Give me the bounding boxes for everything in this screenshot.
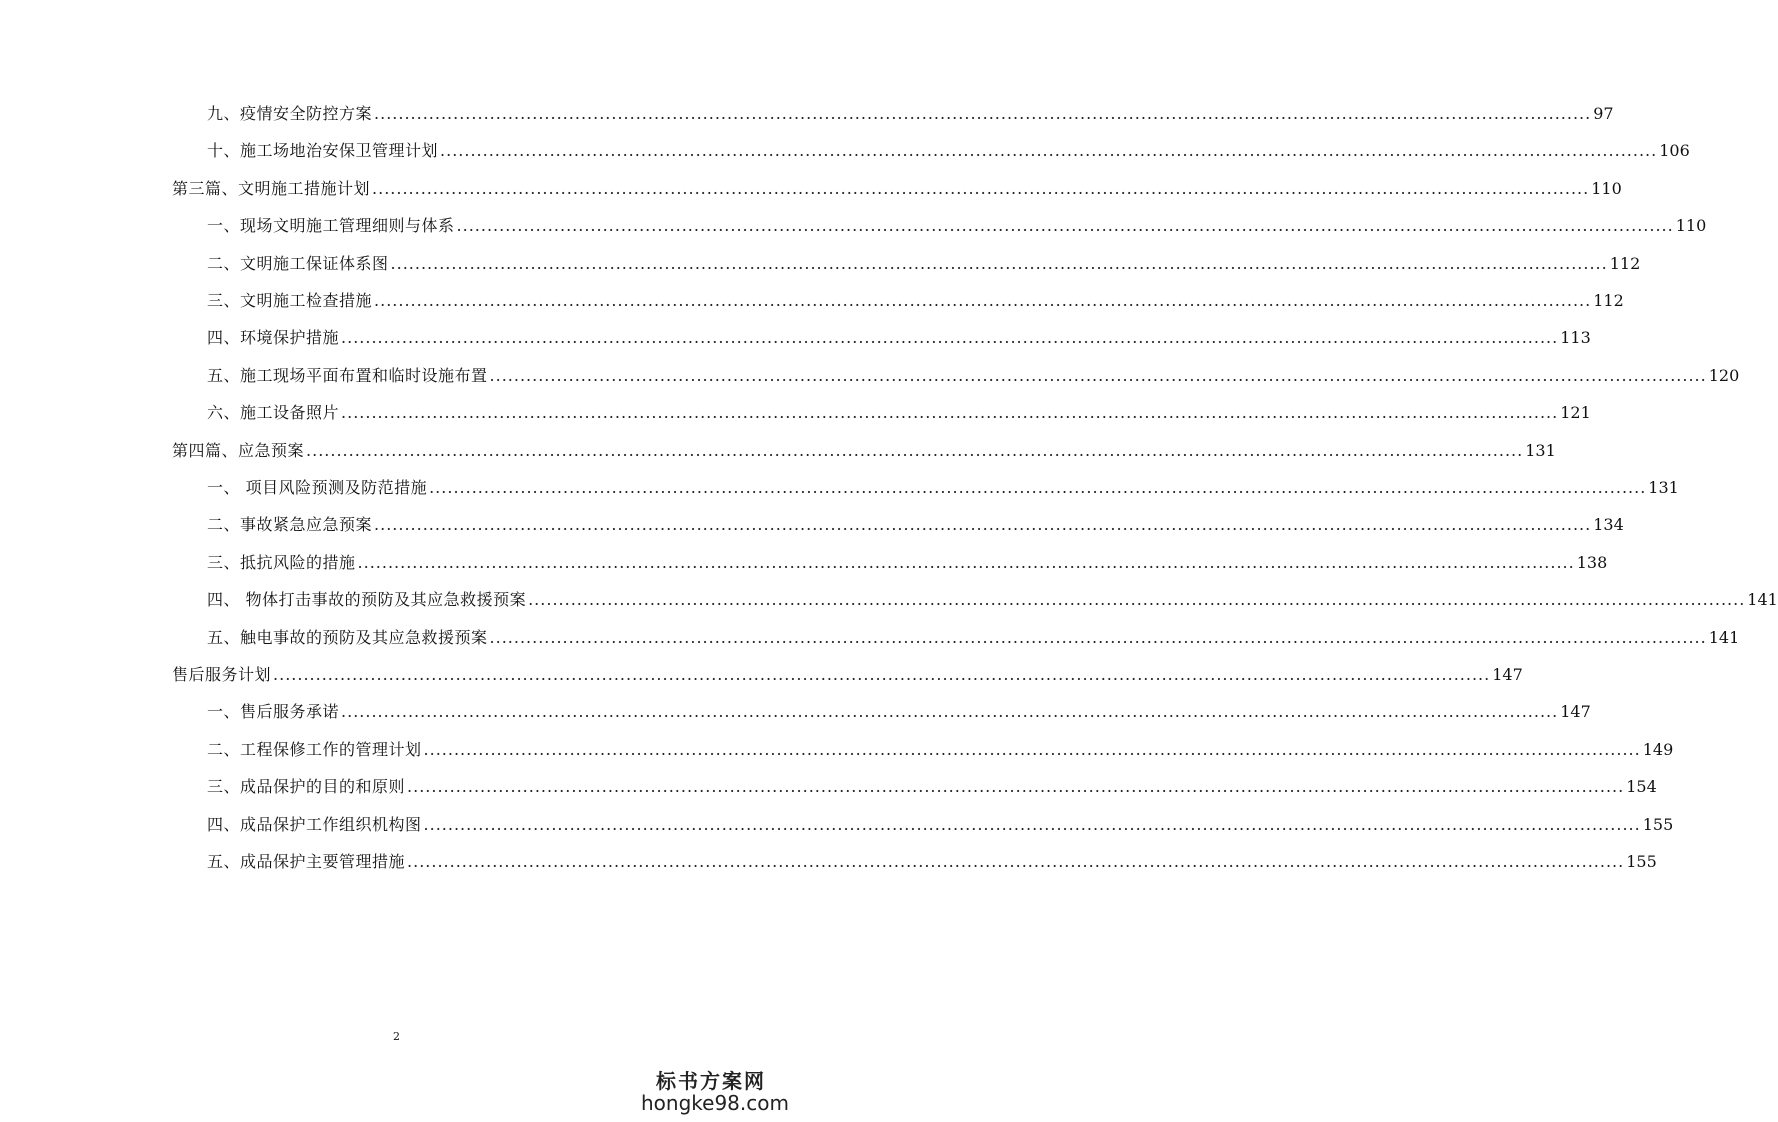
toc-entry-title: 一、售后服务承诺 — [207, 702, 340, 722]
toc-entry-title: 三、成品保护的目的和原则 — [207, 777, 406, 797]
watermark-chinese: 标书方案网 — [656, 1069, 766, 1093]
toc-entry-page: 97 — [1593, 104, 1614, 123]
toc-entry-page: 120 — [1708, 365, 1740, 385]
toc-leader-dots: ........................................................................................................................................................................................................ — [306, 440, 1524, 460]
toc-entry-page: 112 — [1593, 291, 1624, 310]
toc-entry[interactable] — [0, 360, 1740, 386]
toc-entry-title: 二、工程保修工作的管理计划 — [207, 739, 422, 759]
toc-entry-page: 121 — [1560, 403, 1591, 423]
toc-entry[interactable] — [0, 397, 1591, 423]
toc-entry[interactable] — [0, 659, 1523, 685]
toc-entry-page: 141 — [1708, 627, 1740, 647]
toc-entry[interactable] — [0, 584, 1778, 610]
toc-leader-dots: ........................................................................................................................................................................................................ — [528, 590, 1746, 610]
toc-entry-page: 147 — [1560, 702, 1591, 722]
toc-leader-dots: ........................................................................................................................................................................................................ — [390, 253, 1608, 273]
toc-entry-page: 110 — [1591, 178, 1622, 198]
toc-entry-page: 155 — [1642, 814, 1674, 834]
toc-leader-dots: ........................................................................................................................................................................................................ — [423, 739, 1641, 759]
toc-entry[interactable] — [0, 547, 1608, 573]
toc-entry[interactable] — [0, 472, 1679, 498]
toc-entry-title: 四、环境保护措施 — [207, 328, 340, 348]
toc-entry[interactable] — [0, 210, 1707, 236]
toc-entry-page: 155 — [1626, 852, 1657, 871]
toc-entry-title: 二、事故紧急应急预案 — [207, 515, 373, 535]
toc-entry[interactable] — [0, 173, 1622, 199]
toc-entry-page: 112 — [1609, 253, 1641, 273]
toc-entry[interactable] — [0, 135, 1690, 161]
toc-entry[interactable] — [0, 622, 1740, 648]
toc-entry[interactable] — [0, 322, 1591, 348]
toc-entry-page: 154 — [1626, 777, 1657, 797]
toc-leader-dots: ........................................................................................................................................................................................................ — [374, 104, 1592, 123]
toc-leader-dots: ........................................................................................................................................................................................................ — [440, 141, 1658, 161]
toc-entry[interactable] — [0, 248, 1641, 274]
toc-entry-title: 十、施工场地治安保卫管理计划 — [207, 141, 439, 161]
toc-leader-dots: ........................................................................................................................................................................................................ — [429, 478, 1647, 497]
toc-entry-page: 134 — [1593, 515, 1624, 535]
toc-entry-title: 五、触电事故的预防及其应急救援预案 — [207, 627, 488, 647]
toc-leader-dots: ........................................................................................................................................................................................................ — [489, 627, 1707, 647]
toc-leader-dots: ........................................................................................................................................................................................................ — [456, 216, 1674, 236]
toc-leader-dots: ........................................................................................................................................................................................................ — [372, 178, 1590, 198]
toc-entry[interactable] — [0, 696, 1591, 722]
toc-leader-dots: ........................................................................................................................................................................................................ — [341, 328, 1559, 348]
toc-leader-dots: ........................................................................................................................................................................................................ — [489, 365, 1707, 385]
toc-entry[interactable] — [0, 809, 1674, 835]
toc-entry-title: 第三篇、文明施工措施计划 — [172, 178, 371, 198]
toc-entry-title: 五、成品保护主要管理措施 — [207, 852, 406, 871]
toc-entry[interactable] — [0, 435, 1556, 461]
toc-entry-page: 106 — [1659, 141, 1690, 161]
toc-entry-title: 五、施工现场平面布置和临时设施布置 — [207, 365, 488, 385]
toc-entry-page: 131 — [1648, 478, 1679, 497]
toc-entry[interactable] — [0, 285, 1624, 311]
toc-entry-page: 141 — [1747, 590, 1778, 610]
toc-entry-title: 九、疫情安全防控方案 — [207, 104, 373, 123]
toc-entry-page: 147 — [1492, 665, 1523, 684]
toc-leader-dots: ........................................................................................................................................................................................................ — [341, 403, 1559, 423]
site-watermark — [641, 1069, 789, 1115]
toc-leader-dots: ........................................................................................................................................................................................................ — [407, 852, 1625, 871]
toc-entry[interactable] — [0, 771, 1657, 797]
toc-entry-page: 113 — [1560, 328, 1591, 348]
toc-entry-title: 六、施工设备照片 — [207, 403, 340, 423]
toc-entry-page: 138 — [1576, 552, 1608, 572]
toc-entry-title: 第四篇、应急预案 — [172, 440, 305, 460]
toc-entry[interactable] — [0, 734, 1674, 760]
toc-entry-title: 三、文明施工检查措施 — [207, 291, 373, 310]
toc-entry-page: 131 — [1525, 440, 1556, 460]
toc-entry-title: 四、 物体打击事故的预防及其应急救援预案 — [207, 590, 527, 610]
toc-entry-title: 三、抵抗风险的措施 — [207, 552, 356, 572]
toc-entry-title: 二、文明施工保证体系图 — [207, 253, 389, 273]
toc-entry[interactable] — [0, 846, 1657, 872]
toc-leader-dots: ........................................................................................................................................................................................................ — [374, 515, 1592, 535]
watermark-url: hongke98.com — [641, 1091, 789, 1115]
toc-entry[interactable] — [0, 98, 1614, 124]
toc-entry-title: 售后服务计划 — [172, 665, 272, 684]
toc-leader-dots: ........................................................................................................................................................................................................ — [407, 777, 1625, 797]
toc-entry-page: 110 — [1675, 216, 1707, 236]
toc-leader-dots: ........................................................................................................................................................................................................ — [423, 814, 1641, 834]
toc-leader-dots: ........................................................................................................................................................................................................ — [374, 291, 1592, 310]
toc-leader-dots: ........................................................................................................................................................................................................ — [357, 552, 1575, 572]
page-number: 2 — [393, 1030, 400, 1043]
toc-entry-page: 149 — [1642, 739, 1674, 759]
toc-entry-title: 一、现场文明施工管理细则与体系 — [207, 216, 455, 236]
toc-entry-title: 一、 项目风险预测及防范措施 — [207, 478, 428, 497]
toc-entry-title: 四、成品保护工作组织机构图 — [207, 814, 422, 834]
toc-leader-dots: ........................................................................................................................................................................................................ — [341, 702, 1559, 722]
toc-entry[interactable] — [0, 509, 1624, 535]
toc-leader-dots: ........................................................................................................................................................................................................ — [273, 665, 1491, 684]
